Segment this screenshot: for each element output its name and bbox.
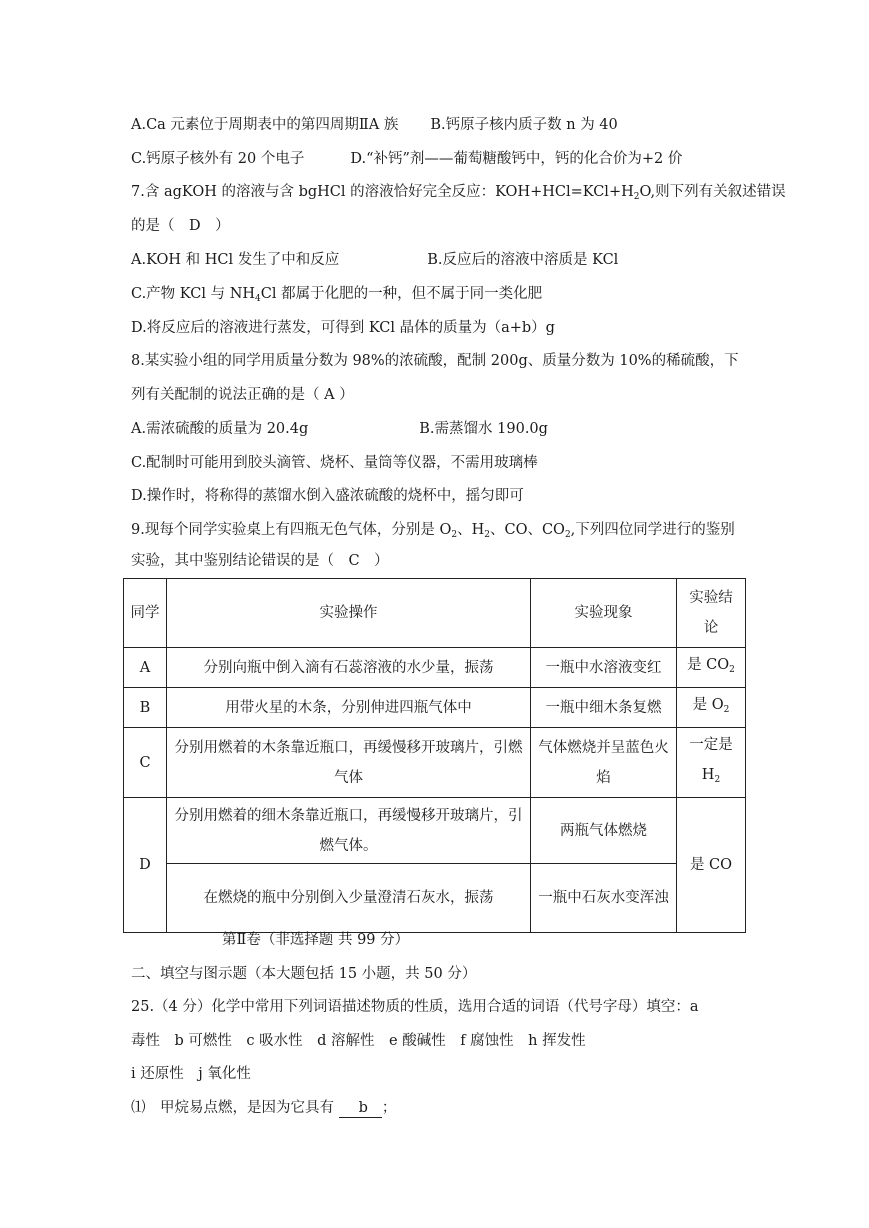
q25-stem: 25.（4 分）化学中常用下列词语描述物质的性质，选用合适的词语（代号字母）填空：a — [131, 999, 699, 1015]
row-c-phenomenon: 气体燃烧并呈蓝色火焰 — [531, 728, 677, 798]
q6-options-ab — [131, 115, 618, 135]
q25-options-line2: i 还原性 j 氧化性 — [131, 1066, 251, 1082]
row-b-operation: 用带火星的木条，分别伸进四瓶气体中 — [167, 688, 531, 728]
q8-option-d: D.操作时，将称得的蒸馏水倒入盛浓硫酸的烧杯中，摇匀即可 — [131, 488, 524, 504]
row-a-conclusion — [677, 648, 746, 688]
conclusion-text: 一定是 H — [689, 737, 733, 783]
q7-option-b: B.反应后的溶液中溶质是 KCl — [427, 252, 619, 268]
q9-stem-text-4: ,下列四位同学进行的鉴别 — [570, 522, 735, 538]
q9-stem-line2: 实验，其中鉴别结论错误的是（ C ） — [131, 553, 389, 569]
conclusion-text: 是 CO — [687, 657, 730, 673]
q8-options-ab — [131, 419, 548, 439]
q6-options-cd — [131, 149, 682, 169]
q7-option-c — [131, 284, 542, 309]
row-b-conclusion — [677, 688, 746, 728]
q8-option-b: B.需蒸馏水 190.0g — [419, 421, 548, 437]
row-a-student: A — [124, 648, 167, 688]
q25-options-line1: 毒性 b 可燃性 c 吸水性 d 溶解性 e 酸碱性 f 腐蚀性 h 挥发性 — [131, 1033, 586, 1049]
q25-sub1-text: ⑴ 甲烷易点燃，是因为它具有 — [131, 1100, 334, 1116]
table-row — [124, 864, 746, 933]
row-d-operation-2: 在燃烧的瓶中分别倒入少量澄清石灰水，振荡 — [167, 864, 531, 933]
q9-stem-text: 9.现每个同学实验桌上有四瓶无色气体，分别是 O — [131, 522, 452, 538]
row-a-operation: 分别向瓶中倒入滴有石蕊溶液的水少量，振荡 — [167, 648, 531, 688]
q6-option-b: B.钙原子核内质子数 n 为 40 — [430, 117, 618, 133]
subscript: 2 — [714, 775, 721, 785]
row-d-student: D — [124, 798, 167, 933]
row-d-phenomenon-2: 一瓶中石灰水变浑浊 — [531, 864, 677, 933]
table-row — [124, 798, 746, 864]
row-c-operation: 分别用燃着的木条靠近瓶口，再缓慢移开玻璃片，引燃气体 — [167, 728, 531, 798]
row-c-conclusion — [677, 728, 746, 798]
q6-option-d: D.“补钙”剂——葡萄糖酸钙中，钙的化合价为+2 价 — [350, 151, 683, 167]
header-conclusion: 实验结论 — [677, 579, 746, 648]
row-d-operation-1: 分别用燃着的细木条靠近瓶口，再缓慢移开玻璃片，引燃气体。 — [167, 798, 531, 864]
header-phenomenon: 实验现象 — [531, 579, 677, 648]
subscript: 2 — [564, 530, 571, 540]
q7-stem-text: 7.含 agKOH 的溶液与含 bgHCl 的溶液恰好完全反应：KOH+HCl=KCl+H — [131, 184, 634, 200]
q8-stem-line1: 8.某实验小组的同学用质量分数为 98%的浓硫酸，配制 200g、质量分数为 10%的稀硫酸，下 — [131, 353, 739, 369]
row-d-conclusion: 是 CO — [677, 798, 746, 933]
q9-stem-text-2: 、H — [457, 522, 485, 538]
q25-sub1-answer-blank: b — [339, 1099, 382, 1118]
q25-sub1 — [131, 1098, 396, 1118]
table-row — [124, 728, 746, 798]
row-a-phenomenon: 一瓶中水溶液变红 — [531, 648, 677, 688]
q7-option-c-text-end: Cl 都属于化肥的一种，但不属于同一类化肥 — [260, 286, 543, 302]
subscript: 2 — [723, 705, 730, 715]
table-row — [124, 688, 746, 728]
q7-subscript: 2 — [633, 192, 640, 202]
q7-option-a: A.KOH 和 HCl 发生了中和反应 — [131, 252, 340, 268]
subscript: 2 — [484, 530, 490, 540]
q7-options-ab — [131, 250, 618, 270]
table-header-row — [124, 579, 746, 648]
q8-option-a: A.需浓硫酸的质量为 20.4g — [131, 421, 309, 437]
q6-option-c: C.钙原子核外有 20 个电子 — [131, 151, 305, 167]
q8-option-c: C.配制时可能用到胶头滴管、烧杯、量筒等仪器，不需用玻璃棒 — [131, 455, 538, 471]
q9-stem-line1 — [131, 520, 735, 545]
row-b-student: B — [124, 688, 167, 728]
header-student: 同学 — [124, 579, 167, 648]
q7-stem-text-end: O,则下列有关叙述错误 — [639, 184, 786, 200]
table-row — [124, 648, 746, 688]
subscript: 2 — [729, 665, 735, 675]
q7-stem-line2: 的是（ D ） — [131, 218, 230, 234]
q9-stem-text-3: 、CO、CO — [489, 522, 565, 538]
q7-option-d: D.将反应后的溶液进行蒸发，可得到 KCl 晶体的质量为（a+b）g — [131, 320, 555, 336]
q8-stem-line2: 列有关配制的说法正确的是（ A ） — [131, 387, 354, 403]
conclusion-text: 是 O — [692, 697, 724, 713]
q7-stem-line1 — [131, 182, 786, 207]
experiment-table — [123, 578, 746, 933]
subscript: 2 — [451, 530, 458, 540]
row-c-student: C — [124, 728, 167, 798]
section-title: 二、填空与图示题（本大题包括 15 小题，共 50 分） — [131, 966, 477, 982]
row-d-phenomenon-1: 两瓶气体燃烧 — [531, 798, 677, 864]
q25-sub1-suffix: ； — [381, 1100, 397, 1116]
q7-option-c-subscript: 4 — [255, 294, 261, 304]
row-b-phenomenon: 一瓶中细木条复燃 — [531, 688, 677, 728]
q7-option-c-text: C.产物 KCl 与 NH — [131, 286, 256, 302]
volume-title: 第Ⅱ卷（非选择题 共 99 分） — [222, 932, 410, 948]
header-operation: 实验操作 — [167, 579, 531, 648]
q6-option-a: A.Ca 元素位于周期表中的第四周期ⅡA 族 — [131, 117, 399, 133]
